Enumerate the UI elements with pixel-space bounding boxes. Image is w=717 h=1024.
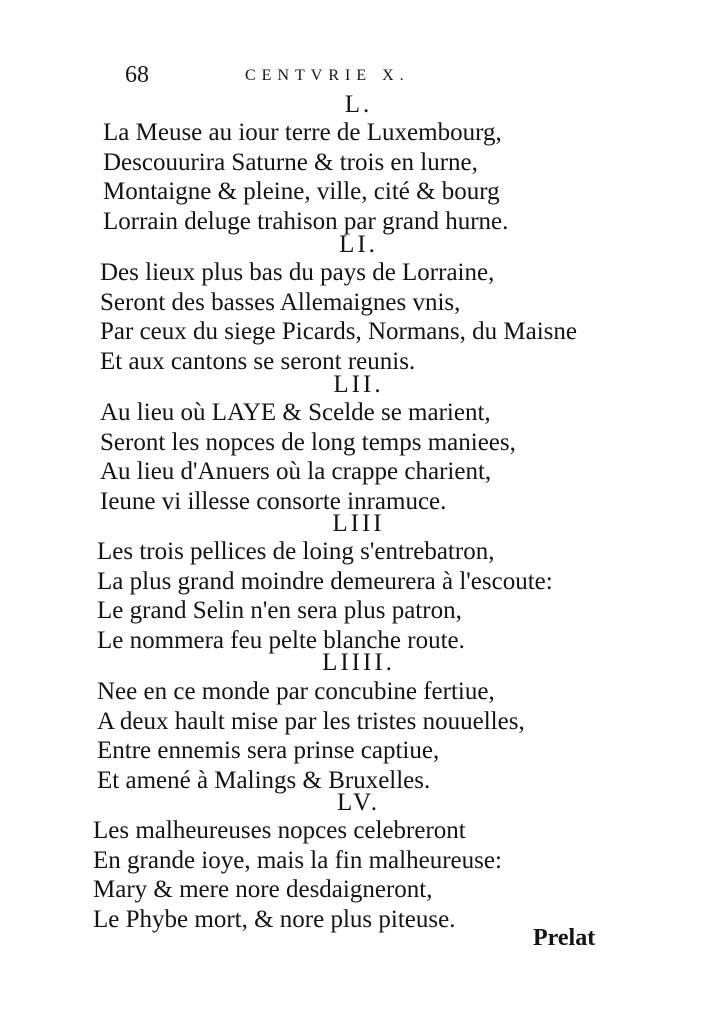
quatrain-liiii [97,677,697,795]
verse-line: La Meuse au iour terre de Luxembourg, [103,119,502,146]
verse-line: Des lieux plus bas du pays de Lorraine, [100,259,495,286]
running-head: CENTVRIE X. [245,67,410,84]
quatrain-heading-li: LI. [339,231,378,258]
quatrain-lv [93,816,693,934]
verse-line: Au lieu où LAYE & Scelde se marient, [100,399,491,426]
quatrain-heading-liii: LIII [332,510,385,537]
verse-line: Seront les nopces de long temps maniees, [100,428,516,456]
verse-line: Et aux cantons se seront reunis. [100,347,416,375]
quatrain-l [103,118,703,236]
verse-line: Et amené à Malings & Bruxelles. [97,766,431,794]
catchword: Prelat [533,925,596,951]
page-number: 68 [125,62,149,88]
verse-line: Au lieu d'Anuers où la crappe charient, [100,458,492,485]
verse-line: En grande ioye, mais la fin malheureuse: [93,846,502,874]
verse-line: Le Phybe mort, & nore plus piteuse. [93,905,456,933]
verse-line: Entre ennemis sera prinse captiue, [97,737,440,764]
quatrain-lii [100,398,700,516]
quatrain-heading-l: L. [344,91,373,118]
verse-line: A deux hault mise par les tristes nouuelles, [97,707,525,735]
quatrain-heading-lv: LV. [336,789,381,816]
verse-line: Les trois pellices de loing s'entrebatron, [97,538,495,565]
verse-line: Ieune vi illesse consorte inramuce. [100,487,447,515]
verse-line: Montaigne & pleine, ville, cité & bourg [103,178,500,205]
verse-line: La plus grand moindre demeurera à l'escoute: [97,567,553,595]
quatrain-heading-lii: LII. [333,371,384,398]
verse-line: Les malheureuses nopces celebreront [93,817,466,844]
verse-line: Par ceux du siege Picards, Normans, du Maisne [100,318,577,345]
quatrain-li [100,258,700,376]
verse-line: Nee en ce monde par concubine fertiue, [97,678,495,705]
page-header [0,62,717,92]
quatrain-liii [97,537,697,655]
verse-line: Le grand Selin n'en sera plus patron, [97,597,462,624]
verse-line: Le nommera feu pelte blanche route. [97,626,465,654]
verse-line: Seront des basses Allemaignes vnis, [100,288,461,316]
verse-line: Descouurira Saturne & trois en lurne, [103,148,478,176]
verse-line: Mary & mere nore desdaigneront, [93,876,433,903]
verse-line: Lorrain deluge trahison par grand hurne. [103,207,509,235]
quatrain-heading-liiii: LIIII. [322,649,395,676]
